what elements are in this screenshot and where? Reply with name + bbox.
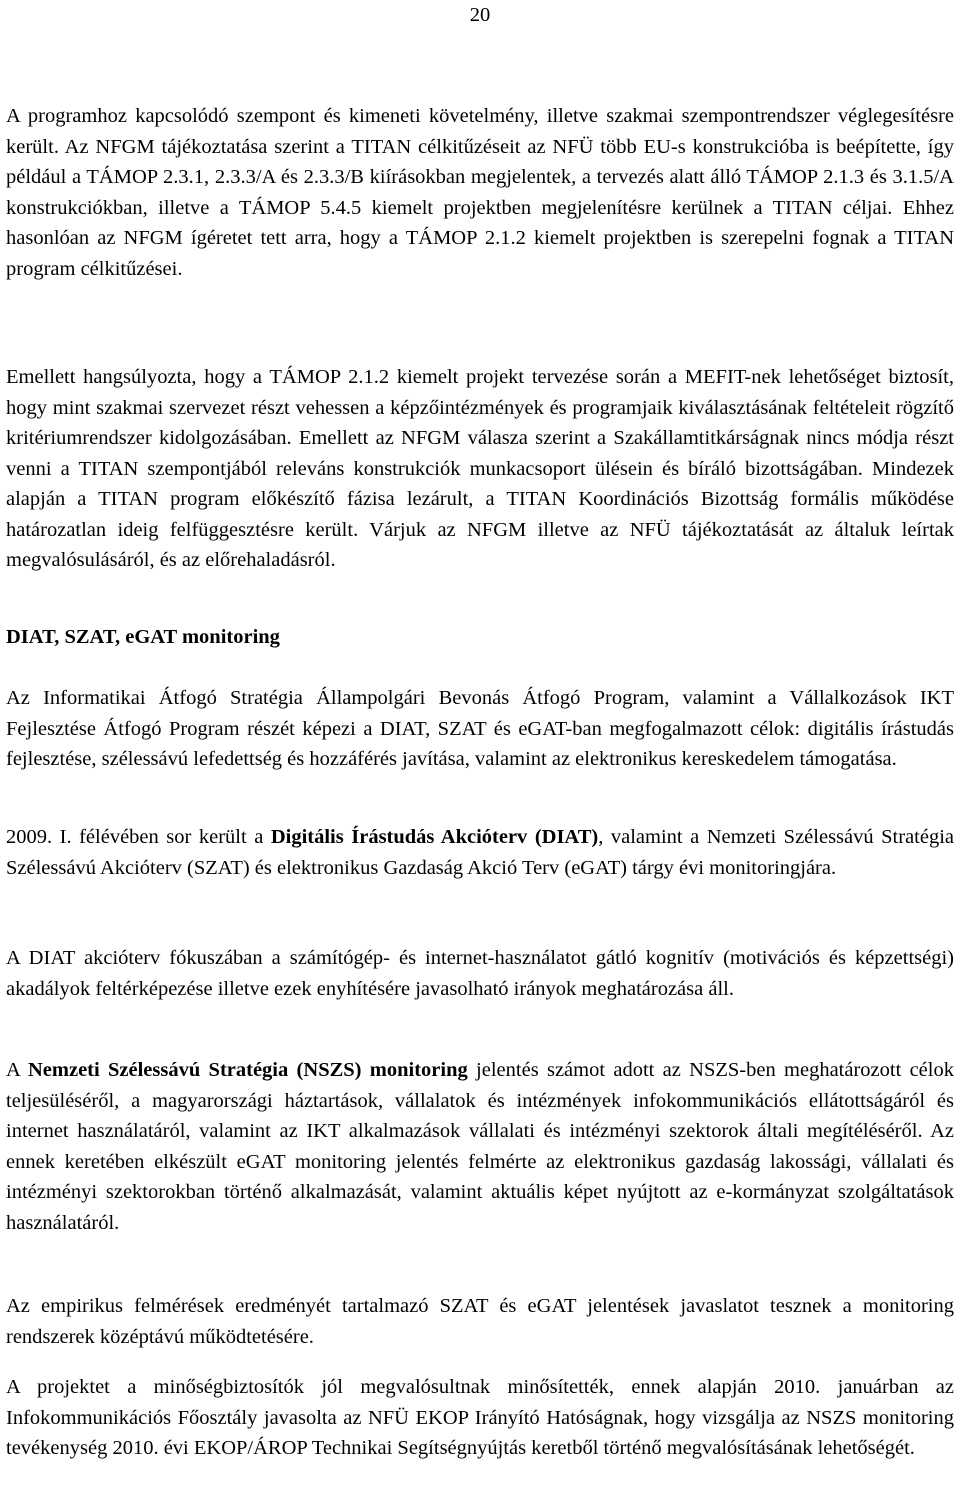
paragraph-nszs-monitoring	[6, 1055, 954, 1238]
bold-term-diat: Digitális Írástudás Akcióterv (DIAT)	[270, 826, 599, 848]
paragraph-quality-assurance: A projektet a minőségbiztosítók jól megvalósultnak minősítették, ennek alapján 2010. januárban az Infokommunikációs Főosztály javasolta az NFÜ EKOP Irányító Hatóságnak, hogy vizsgálja az NSZS monitoring tevékenység 2010. évi EKOP/ÁROP Technikai Segítségnyújtás keretből történő megvalósításának lehetőségét.	[6, 1376, 954, 1459]
paragraph-titan-criteria: A programhoz kapcsolódó szempont és kimeneti követelmény, illetve szakmai szempontrendszer véglegesítésre került. Az NFGM tájékoztatása szerint a TITAN célkitűzéseit az NFÜ több EU-s konstrukcióba is beépítette, így például a TÁMOP 2.3.1, 2.3.3/A és 2.3.3/B kiírásokban megjelentek, a tervezés alatt álló TÁMOP 2.1.3 és 3.1.5/A konstrukciókban, illetve a TÁMOP 5.4.5 kiemelt projektben megjelenítésre kerülnek a TITAN céljai. Ehhez hasonlóan az NFGM ígéretet tett arra, hogy a TÁMOP 2.1.2 kiemelt projektben is szerepelni fognak a TITAN program célkitűzései.	[6, 105, 954, 280]
paragraph-diat-focus: A DIAT akcióterv fókuszában a számítógép- és internet-használatot gátló kognitív (motivációs és képzettségi) akadályok feltérképezése illetve ezek enyhítésére javasolható irányok meghatározása áll.	[6, 947, 954, 1000]
text-run: A	[6, 1059, 28, 1081]
page-number: 20	[469, 4, 491, 26]
paragraph-titan-mefit: Emellett hangsúlyozta, hogy a TÁMOP 2.1.2 kiemelt projekt tervezése során a MEFIT-nek lehetőséget biztosít, hogy mint szakmai szervezet részt vehessen a képzőintézmények és programjaik kiválasztásának feltételeit rögzítő kritériumrendszer kidolgozásában. Emellett az NFGM válasza szerint a Szakállamtitkárságnak nincs módja részt venni a TITAN szempontjából releváns konstrukciók munkacsoport ülésein és bíráló bizottságában. Mindezek alapján a TITAN program előkészítő fázisa lezárult, a TITAN Koordinációs Bizottság formális működése határozatlan ideig felfüggesztésre került. Várjuk az NFGM illetve az NFÜ tájékoztatását az általuk leírtak megvalósulásáról, és az előrehaladásról.	[6, 366, 954, 571]
paragraph-empirical-surveys: Az empirikus felmérések eredményét tartalmazó SZAT és eGAT jelentések javaslatot tesznek a monitoring rendszerek középtávú működtetésére.	[6, 1295, 954, 1348]
paragraph-diat-monitoring	[6, 822, 954, 883]
text-run: jelentés számot adott az NSZS-ben meghatározott célok teljesüléséről, a magyarországi háztartások, vállalatok és intézmények infokommunikációs ellátottságáról és internet használatáról, valamint az IKT alkalmazások vállalati és intézményi szektorok általi megítéléséről. Az ennek keretében elkészült eGAT monitoring jelentés felmérte az elektronikus gazdaság lakossági, vállalati és intézményi szektorokban történő alkalmazását, valamint aktuális képet nyújtott az e-kormányzat szolgáltatások használatáról.	[6, 1059, 954, 1234]
section-heading-monitoring: DIAT, SZAT, eGAT monitoring	[6, 626, 280, 648]
bold-term-nszs: Nemzeti Szélessávú Stratégia (NSZS) monitoring	[27, 1059, 468, 1081]
text-run: , valamint a Nemzeti Szélessávú Stratégia Szélessávú Akcióterv (SZAT) és elektronikus Gazdaság Akció Terv (eGAT) tárgy évi monitoringjára.	[6, 826, 955, 879]
paragraph-strategy-goals: Az Informatikai Átfogó Stratégia Állampolgári Bevonás Átfogó Program, valamint a Vállalkozások IKT Fejlesztése Átfogó Program részét képezi a DIAT, SZAT és eGAT-ban megfogalmazott célok: digitális írástudás fejlesztése, szélessávú lefedettség és hozzáférés javítása, valamint az elektronikus kereskedelem támogatása.	[6, 687, 954, 770]
text-run: 2009. I. félévében sor került a	[6, 826, 271, 848]
